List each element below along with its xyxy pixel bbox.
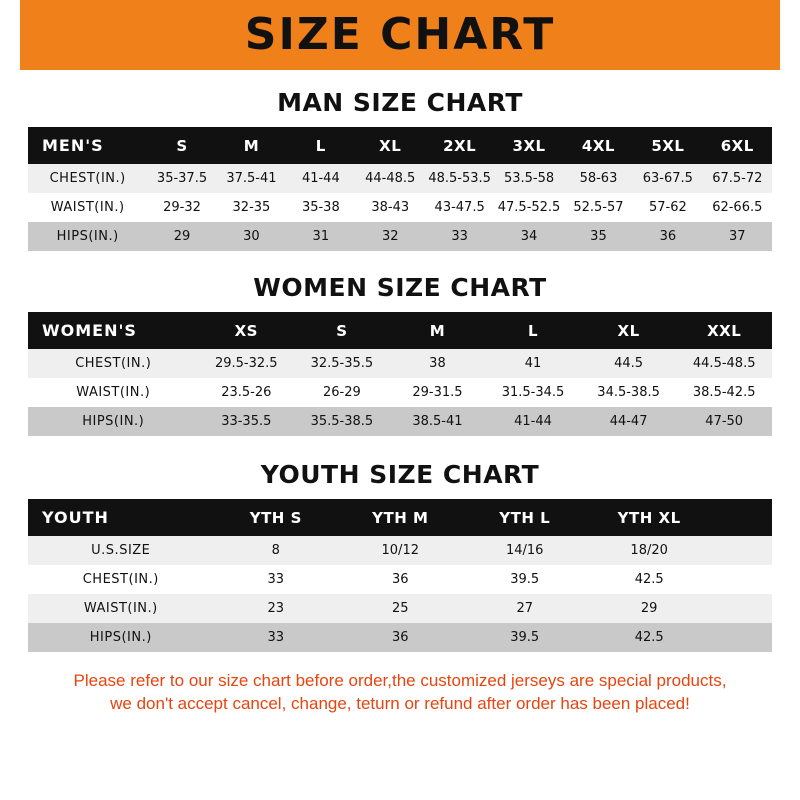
women-table-header	[28, 312, 772, 349]
youth-header-spacer	[711, 499, 772, 536]
youth-waist-ythl: 27	[516, 601, 533, 616]
man-waist-2xl: 43-47.5	[434, 200, 485, 215]
women-size-table	[28, 312, 772, 436]
man-header-xl: XL	[379, 136, 402, 155]
man-waist-label: WAIST(IN.)	[50, 200, 125, 215]
youth-header-ythxl: YTH XL	[617, 508, 681, 527]
header-left-spacer	[0, 0, 20, 70]
youth-chest-spacer	[711, 565, 772, 594]
youth-waist-spacer	[711, 594, 772, 623]
women-header-label: WOMEN'S	[42, 321, 137, 340]
man-waist-5xl: 57-62	[648, 200, 687, 215]
youth-ussize-spacer	[711, 536, 772, 565]
table-row	[28, 378, 772, 407]
table-row	[28, 565, 772, 594]
youth-ussize-yths: 8	[271, 543, 280, 558]
women-header-xl: XL	[617, 321, 640, 340]
page-title: SIZE CHART	[244, 9, 556, 60]
man-header-m: M	[243, 136, 260, 155]
youth-chest-ythl: 39.5	[510, 572, 540, 587]
man-table-body	[28, 164, 772, 251]
youth-size-table	[28, 499, 772, 652]
man-chest-2xl: 48.5-53.5	[428, 171, 491, 186]
youth-hips-yths: 33	[267, 630, 285, 645]
women-chest-s: 32.5-35.5	[310, 356, 374, 371]
man-chest-l: 41-44	[301, 171, 340, 186]
man-hips-3xl: 34	[520, 229, 538, 244]
women-section-title: WOMEN SIZE CHART	[253, 273, 547, 302]
man-table-header	[28, 127, 772, 164]
man-waist-xl: 38-43	[371, 200, 410, 215]
man-waist-l: 35-38	[301, 200, 340, 215]
table-row	[28, 164, 772, 193]
youth-waist-ythxl: 29	[640, 601, 658, 616]
man-hips-6xl: 37	[729, 229, 746, 244]
man-chest-4xl: 58-63	[579, 171, 618, 186]
youth-header-ythm: YTH M	[372, 508, 429, 527]
youth-waist-ythm: 25	[391, 601, 409, 616]
man-hips-label: HIPS(IN.)	[56, 229, 119, 244]
table-row	[28, 222, 772, 251]
man-hips-s: 29	[173, 229, 191, 244]
table-header-row	[28, 499, 772, 536]
man-hips-l: 31	[312, 229, 330, 244]
man-header-2xl: 2XL	[443, 136, 477, 155]
man-chest-5xl: 63-67.5	[642, 171, 693, 186]
women-waist-label: WAIST(IN.)	[76, 385, 151, 400]
table-header-row	[28, 127, 772, 164]
women-header-l: L	[527, 321, 539, 340]
man-header-4xl: 4XL	[581, 136, 615, 155]
women-header-xxl: XXL	[707, 321, 742, 340]
youth-header-ythl: YTH L	[499, 508, 551, 527]
footer-note-line-2: we don't accept cancel, change, teturn or refund after order has been placed!	[110, 693, 690, 713]
women-chest-l: 41	[524, 356, 542, 371]
table-header-row	[28, 312, 772, 349]
women-waist-xs: 23.5-26	[221, 385, 272, 400]
man-chest-m: 37.5-41	[226, 171, 277, 186]
table-row	[28, 349, 772, 378]
youth-hips-label: HIPS(IN.)	[89, 630, 152, 645]
table-row	[28, 594, 772, 623]
man-header-s: S	[176, 136, 188, 155]
man-header-3xl: 3XL	[512, 136, 546, 155]
youth-chest-ythxl: 42.5	[634, 572, 664, 587]
youth-ussize-ythxl: 18/20	[630, 543, 668, 558]
man-hips-5xl: 36	[659, 229, 677, 244]
table-row	[28, 536, 772, 565]
man-header-5xl: 5XL	[651, 136, 685, 155]
women-hips-s: 35.5-38.5	[310, 414, 374, 429]
man-chest-6xl: 67.5-72	[712, 171, 763, 186]
women-chest-xs: 29.5-32.5	[214, 356, 278, 371]
content-area	[0, 88, 800, 716]
youth-chest-ythm: 36	[391, 572, 409, 587]
women-chest-xxl: 44.5-48.5	[692, 356, 756, 371]
man-header-6xl: 6XL	[720, 136, 754, 155]
man-waist-4xl: 52.5-57	[573, 200, 624, 215]
youth-chest-yths: 33	[267, 572, 285, 587]
man-size-table	[28, 127, 772, 251]
man-hips-2xl: 33	[451, 229, 468, 244]
man-section-title: MAN SIZE CHART	[277, 88, 523, 117]
women-hips-xs: 33-35.5	[221, 414, 272, 429]
man-hips-4xl: 35	[590, 229, 607, 244]
man-waist-3xl: 47.5-52.5	[497, 200, 561, 215]
man-chest-label: CHEST(IN.)	[49, 171, 126, 186]
women-waist-s: 26-29	[322, 385, 361, 400]
header-band	[0, 0, 800, 70]
women-chest-label: CHEST(IN.)	[75, 356, 152, 371]
youth-ussize-ythm: 10/12	[381, 543, 419, 558]
women-header-s: S	[336, 321, 348, 340]
man-waist-m: 32-35	[232, 200, 271, 215]
women-hips-label: HIPS(IN.)	[82, 414, 145, 429]
youth-hips-spacer	[711, 623, 772, 652]
footer-note-line-1: Please refer to our size chart before order,the customized jerseys are special products,	[73, 671, 727, 690]
man-hips-xl: 32	[381, 229, 399, 244]
women-header-xs: XS	[234, 321, 258, 340]
youth-ussize-label: U.S.SIZE	[91, 543, 151, 558]
youth-hips-ythm: 36	[391, 630, 409, 645]
man-header-l: L	[315, 136, 326, 155]
youth-hips-ythl: 39.5	[510, 630, 540, 645]
women-hips-xxl: 47-50	[705, 414, 744, 429]
women-hips-l: 41-44	[514, 414, 552, 429]
man-chest-s: 35-37.5	[156, 171, 208, 186]
women-hips-m: 38.5-41	[412, 414, 463, 429]
man-header-label: MEN'S	[42, 136, 104, 155]
youth-hips-ythxl: 42.5	[634, 630, 664, 645]
women-waist-xxl: 38.5-42.5	[692, 385, 756, 400]
youth-ussize-ythl: 14/16	[505, 543, 544, 558]
women-waist-l: 31.5-34.5	[501, 385, 565, 400]
man-chest-xl: 44-48.5	[365, 171, 416, 186]
women-hips-xl: 44-47	[609, 414, 648, 429]
youth-table-body	[28, 536, 772, 652]
footer-note	[52, 670, 748, 716]
women-chest-xl: 44.5	[614, 356, 644, 371]
man-chest-3xl: 53.5-58	[503, 171, 555, 186]
youth-section-title: YOUTH SIZE CHART	[260, 460, 540, 489]
youth-waist-yths: 23	[267, 601, 285, 616]
women-header-m: M	[429, 321, 446, 340]
youth-waist-label: WAIST(IN.)	[83, 601, 158, 616]
youth-header-yths: YTH S	[249, 508, 302, 527]
table-row	[28, 407, 772, 436]
youth-chest-label: CHEST(IN.)	[82, 572, 159, 587]
table-row	[28, 623, 772, 652]
women-waist-xl: 34.5-38.5	[597, 385, 660, 400]
youth-table-header	[28, 499, 772, 536]
women-waist-m: 29-31.5	[412, 385, 463, 400]
women-chest-m: 38	[429, 356, 446, 371]
table-row	[28, 193, 772, 222]
man-waist-s: 29-32	[163, 200, 201, 215]
man-hips-m: 30	[243, 229, 260, 244]
header-right-spacer	[780, 0, 800, 70]
youth-header-label: YOUTH	[42, 508, 109, 527]
man-waist-6xl: 62-66.5	[712, 200, 763, 215]
women-table-body	[28, 349, 772, 436]
